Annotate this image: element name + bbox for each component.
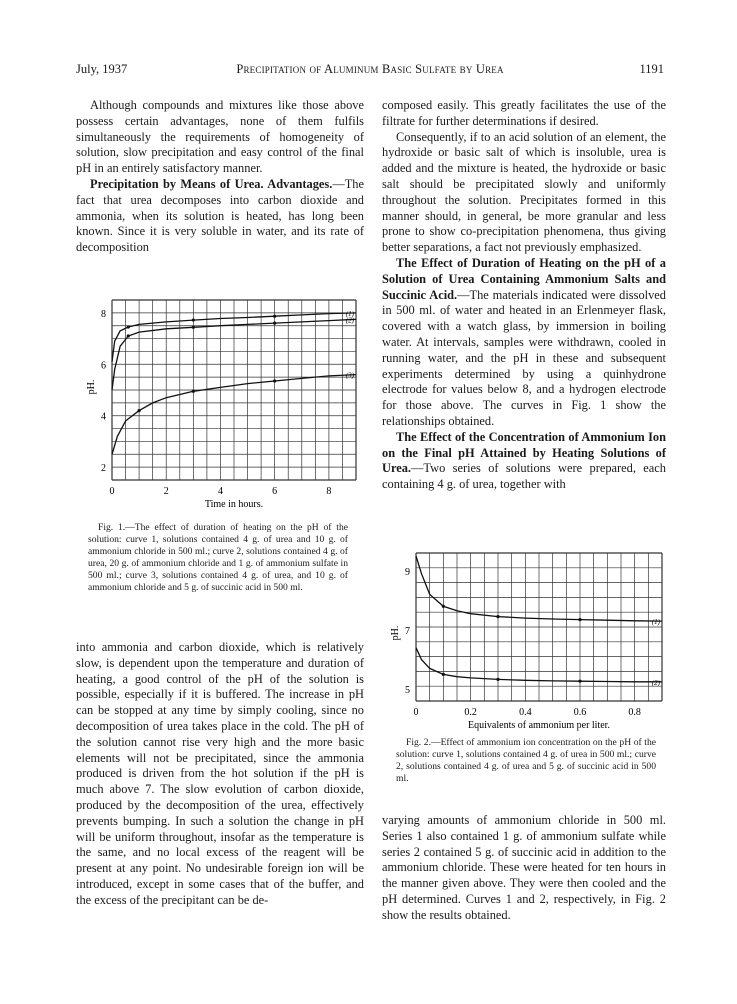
data-point (192, 390, 195, 393)
page-number: 1191 (639, 62, 664, 76)
figure-1-chart (76, 292, 364, 520)
data-point (273, 379, 276, 382)
paragraph-body: —Two series of solutions were prepared, each containing 4 g. of urea, together with (382, 461, 666, 492)
paragraph (382, 430, 666, 493)
caption-text: Fig. 1.—The effect of duration of heating on the pH of the solution: curve 1, solutions contained 4 g. of urea and 10 g. of ammonium chloride in 500 ml.; curve 2, solutions contained 4 g. of urea, 20 g. of ammonium chloride and 1 g. of ammonium sulfate in 500 ml.; curve 3, solutions contained 4 g. of urea, and 10 g. of ammonium chloride and 5 g. of succinic acid in 500 ml. (88, 522, 348, 594)
x-tick-label: 0.6 (573, 707, 587, 718)
paragraph-body: —The fact that urea decomposes into carbon dioxide and ammonia, when its solution is heated, has long been known. Since it is very soluble in water, and its rate of decomposition (76, 176, 364, 255)
data-point (578, 618, 581, 621)
x-tick-label: 0 (413, 707, 419, 718)
section-heading: Precipitation by Means of Urea. Advantages. (90, 176, 333, 191)
data-point (496, 615, 499, 618)
header-title: Precipitation of Aluminum Basic Sulfate by Urea (236, 62, 504, 76)
y-tick-label: 9 (405, 566, 410, 578)
right-column-top (382, 98, 666, 493)
section-heading: The Effect of Duration of Heating on the pH of a Solution of Urea Containing Ammonium Salts and Succinic Acid. (382, 255, 666, 302)
paragraph: Consequently, if to an acid solution of an element, the hydroxide or basic salt of which is insoluble, urea is added and the mixture is heated, the hydroxide or basic salt should be precipitated slowly and uniformly throughout the solution. Precipitates formed in this manner should, in general, be more granular and less prone to show co-precipitation phenomena, thus giving better separations, a fact not previously emphasized. (382, 129, 666, 255)
paragraph-body: —The materials indicated were dissolved in 500 ml. of water and heated in an Erlenmeyer flask, covered with a watch glass, by immersion in boiling water. At intervals, samples were withdrawn, cooled in running water, and the pH in these and subsequent experiments determined by using a quinhydrone electrode for values below 8, and a hydrogen electrode for those above. The curves in Fig. 1 show the relationships obtained. (382, 287, 666, 428)
y-tick-label: 4 (101, 411, 106, 423)
figure-1-caption (88, 522, 348, 595)
x-tick-label: 4 (217, 486, 223, 497)
paragraph: into ammonia and carbon dioxide, which is relatively slow, is dependent upon the temperature and duration of heating, a good control of the pH of the solution is possible, especially if it is buffered. The increase in pH can be stopped at any time by simply cooling, since no decomposition of urea takes place in the cold. The pH of the solution cannot rise very high and the more basic elements will not be precipitated, since the ammonia produced is driven from the hot solution if the pH is much above 7. The slow evolution of carbon dioxide, produced by the decomposition of the urea, effectively prevents bumping. In such a solution the change in pH will be uniform throughout, insofar as the temperature is the same, and no local excess of the reagent will be present at any point. No undesirable foreign ion will be introduced, except in some cases that of the buffer, and the excess of the precipitant can be de- (76, 640, 364, 907)
data-point (496, 678, 499, 681)
x-axis-label: Time in hours. (204, 499, 264, 510)
left-column-top (76, 98, 364, 256)
left-column-bottom (76, 640, 364, 909)
x-tick-label: 0 (109, 486, 115, 497)
header-date: July, 1937 (76, 62, 128, 76)
y-axis-label: pH. (86, 379, 97, 395)
paragraph: Although compounds and mixtures like those above possess certain advantages, none of them fulfils simultaneously the requirements of homogeneity of solution, slow precipitation and easy control of the final pH in an entirely satisfactory manner. (76, 98, 364, 176)
y-tick-label: 2 (101, 463, 106, 475)
running-header (76, 62, 664, 80)
y-tick-label: 7 (405, 625, 410, 637)
paragraph (382, 256, 666, 430)
right-column-bottom (382, 813, 666, 924)
figure-2-caption (396, 737, 656, 785)
series-label: (1) (651, 618, 660, 627)
data-point (138, 409, 141, 412)
figure-2-chart (382, 547, 666, 737)
data-point (273, 322, 276, 325)
y-tick-label: 5 (405, 685, 410, 697)
data-point (273, 315, 276, 318)
data-point (578, 680, 581, 683)
series-label: (2) (651, 678, 660, 687)
data-point (442, 605, 445, 608)
data-point (192, 326, 195, 329)
x-tick-label: 6 (272, 486, 278, 497)
series-label: (1) (345, 309, 354, 318)
series-label: (3) (345, 371, 354, 380)
paragraph: composed easily. This greatly facilitates the use of the filtrate for further determinations if desired. (382, 98, 666, 128)
x-axis-label: Equivalents of ammonium per liter. (468, 720, 610, 731)
x-tick-label: 2 (163, 486, 169, 497)
data-point (192, 318, 195, 321)
caption-text: Fig. 2.—Effect of ammonium ion concentration on the pH of the solution: curve 1, solutions contained 4 g. of urea in 500 ml.; curve 2, solutions contained 4 g. of urea and 5 g. of succinic acid in 500 ml. (396, 737, 656, 785)
section-heading: The Effect of the Concentration of Ammonium Ion on the Final pH Attained by Heating Solutions of Urea. (382, 429, 666, 476)
y-axis-label: pH. (390, 625, 401, 641)
x-tick-label: 0.2 (464, 707, 477, 718)
data-point (127, 325, 130, 328)
x-tick-label: 8 (326, 486, 332, 497)
x-tick-label: 0.8 (628, 707, 641, 718)
data-point (127, 334, 130, 337)
y-tick-label: 8 (101, 308, 106, 320)
x-tick-label: 0.4 (519, 707, 532, 718)
series-label: (2) (345, 316, 354, 325)
paragraph: varying amounts of ammonium chloride in 500 ml. Series 1 also contained 1 g. of ammonium sulfate while series 2 contained 5 g. of succinic acid in addition to the ammonium chloride. These were heated for ten hours in the manner given above. They were then cooled and the pH determined. Curves 1 and 2, respectively, in Fig. 2 show the results obtained. (382, 813, 666, 922)
y-tick-label: 6 (101, 360, 106, 372)
paragraph (76, 177, 364, 256)
data-point (442, 673, 445, 676)
